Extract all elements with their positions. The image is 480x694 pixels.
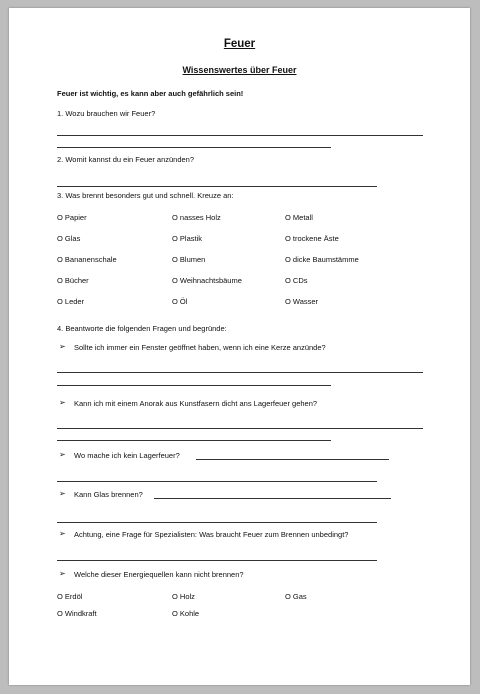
option-buecher[interactable]: O Bücher: [57, 276, 89, 285]
arrow-bullet-icon: ➢: [59, 450, 66, 459]
option-metall[interactable]: O Metall: [285, 213, 313, 222]
subquestion-anorak: Kann ich mit einem Anorak aus Kunstfasern dicht ans Lagerfeuer gehen?: [74, 399, 318, 408]
option-oel[interactable]: O Öl: [172, 297, 188, 306]
question-2: 2. Womit kannst du ein Feuer anzünden?: [57, 155, 195, 164]
option-dicke-baumstaemme[interactable]: O dicke Baumstämme: [285, 255, 359, 264]
option-plastik[interactable]: O Plastik: [172, 234, 203, 243]
answer-line[interactable]: [154, 498, 391, 499]
option-nasses-holz[interactable]: O nasses Holz: [172, 213, 221, 222]
arrow-bullet-icon: ➢: [59, 398, 66, 407]
answer-line[interactable]: [57, 560, 377, 561]
answer-line[interactable]: [196, 459, 389, 460]
arrow-bullet-icon: ➢: [59, 342, 66, 351]
question-4: 4. Beantworte die folgenden Fragen und begründe:: [57, 324, 227, 333]
option-holz[interactable]: O Holz: [172, 592, 195, 601]
answer-line[interactable]: [57, 186, 377, 187]
answer-line[interactable]: [57, 428, 423, 429]
answer-line[interactable]: [57, 147, 331, 148]
subquestion-energiequellen: Welche dieser Energiequellen kann nicht brennen?: [74, 570, 244, 579]
page-subtitle: Wissenswertes über Feuer: [182, 65, 297, 75]
subquestion-spezialisten: Achtung, eine Frage für Spezialisten: Was braucht Feuer zum Brennen unbedingt?: [74, 530, 349, 539]
option-leder[interactable]: O Leder: [57, 297, 85, 306]
intro-text: Feuer ist wichtig, es kann aber auch gefährlich sein!: [57, 89, 244, 98]
arrow-bullet-icon: ➢: [59, 569, 66, 578]
answer-line[interactable]: [57, 522, 377, 523]
arrow-bullet-icon: ➢: [59, 489, 66, 498]
question-3: 3. Was brennt besonders gut und schnell. Kreuze an:: [57, 191, 234, 200]
answer-line[interactable]: [57, 481, 377, 482]
worksheet-page: [9, 8, 470, 685]
option-bananenschale[interactable]: O Bananenschale: [57, 255, 117, 264]
option-windkraft[interactable]: O Windkraft: [57, 609, 97, 618]
option-trockene-aeste[interactable]: O trockene Äste: [285, 234, 339, 243]
subquestion-lagerfeuer: Wo mache ich kein Lagerfeuer?: [74, 451, 180, 460]
option-cds[interactable]: O CDs: [285, 276, 308, 285]
answer-line[interactable]: [57, 372, 423, 373]
option-weihnachtsbaeume[interactable]: O Weihnachtsbäume: [172, 276, 242, 285]
option-glas[interactable]: O Glas: [57, 234, 81, 243]
option-erdoel[interactable]: O Erdöl: [57, 592, 83, 601]
option-gas[interactable]: O Gas: [285, 592, 307, 601]
page-title: Feuer: [223, 38, 256, 50]
option-blumen[interactable]: O Blumen: [172, 255, 206, 264]
option-wasser[interactable]: O Wasser: [285, 297, 319, 306]
answer-line[interactable]: [57, 385, 331, 386]
option-papier[interactable]: O Papier: [57, 213, 87, 222]
answer-line[interactable]: [57, 135, 423, 136]
subquestion-fenster: Sollte ich immer ein Fenster geöffnet haben, wenn ich eine Kerze anzünde?: [74, 343, 326, 352]
question-1: 1. Wozu brauchen wir Feuer?: [57, 109, 156, 118]
option-kohle[interactable]: O Kohle: [172, 609, 200, 618]
subquestion-glas: Kann Glas brennen?: [74, 490, 143, 499]
answer-line[interactable]: [57, 440, 331, 441]
arrow-bullet-icon: ➢: [59, 529, 66, 538]
